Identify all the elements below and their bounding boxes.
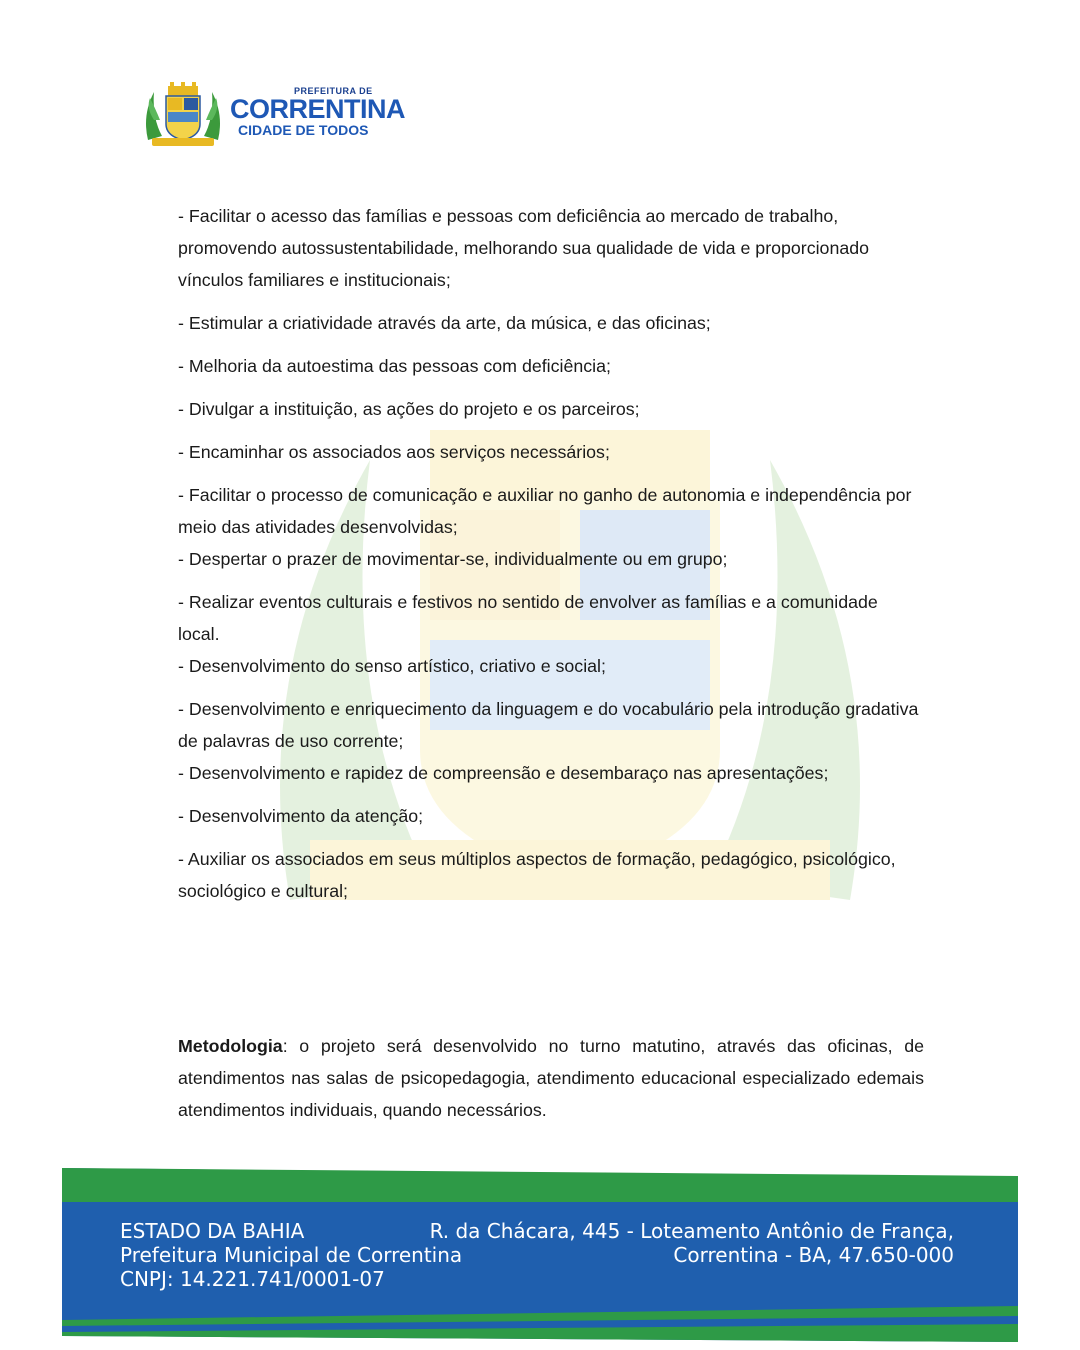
logo-city-name: CORRENTINA — [230, 94, 405, 124]
methodology-text: : o projeto será desenvolvido no turno matutino, através das oficinas, de atendimentos nas salas de psicopedagogia, atendimento educacional especializado edemais atendimentos individuais, quando necessários. — [178, 1036, 924, 1120]
list-item: - Divulgar a instituição, as ações do projeto e os parceiros; — [178, 399, 640, 419]
footer-address-left — [120, 1219, 462, 1291]
list-item: - Desenvolvimento do senso artístico, criativo e social; — [178, 656, 606, 676]
list-item: - Desenvolvimento e rapidez de compreensão e desembaraço nas apresentações; — [178, 763, 829, 783]
methodology-label: Metodologia — [178, 1036, 283, 1056]
list-item: - Melhoria da autoestima das pessoas com deficiência; — [178, 356, 611, 376]
footer-city: Correntina - BA, 47.650-000 — [673, 1243, 954, 1267]
footer-cnpj: CNPJ: 14.221.741/0001-07 — [120, 1267, 385, 1291]
footer-street: R. da Chácara, 445 - Loteamento Antônio de França, — [429, 1219, 954, 1243]
list-item: - Estimular a criatividade através da arte, da música, e das oficinas; — [178, 313, 711, 333]
list-item: - Realizar eventos culturais e festivos no sentido de envolver as famílias e a comunidade local. — [178, 592, 878, 644]
list-item: - Facilitar o processo de comunicação e auxiliar no ganho de autonomia e independência por meio das atividades desenvolvidas; — [178, 485, 912, 537]
list-item: - Desenvolvimento e enriquecimento da linguagem e do vocabulário pela introdução gradativa de palavras de uso corrente; — [178, 699, 919, 751]
logo-slogan: CIDADE DE TODOS — [238, 122, 369, 138]
objectives-list — [178, 200, 924, 907]
municipal-coat-of-arms-icon — [140, 80, 226, 150]
logo-prefeitura-text: PREFEITURA DE — [294, 86, 373, 96]
list-item: - Encaminhar os associados aos serviços necessários; — [178, 442, 610, 462]
list-item: - Facilitar o acesso das famílias e pessoas com deficiência ao mercado de trabalho, promovendo autossustentabilidade, melhorando sua qualidade de vida e proporcionado vínculos familiares e institucionais; — [178, 206, 869, 290]
methodology-paragraph — [178, 1030, 924, 1126]
footer-state: ESTADO DA BAHIA — [120, 1219, 305, 1243]
footer-prefeitura: Prefeitura Municipal de Correntina — [120, 1243, 463, 1267]
list-item: - Despertar o prazer de movimentar-se, individualmente ou em grupo; — [178, 549, 728, 569]
list-item: - Auxiliar os associados em seus múltiplos aspectos de formação, pedagógico, psicológico, sociológico e cultural; — [178, 849, 896, 901]
footer-address-right — [430, 1219, 954, 1267]
header-logo — [140, 80, 440, 152]
list-item: - Desenvolvimento da atenção; — [178, 806, 424, 826]
